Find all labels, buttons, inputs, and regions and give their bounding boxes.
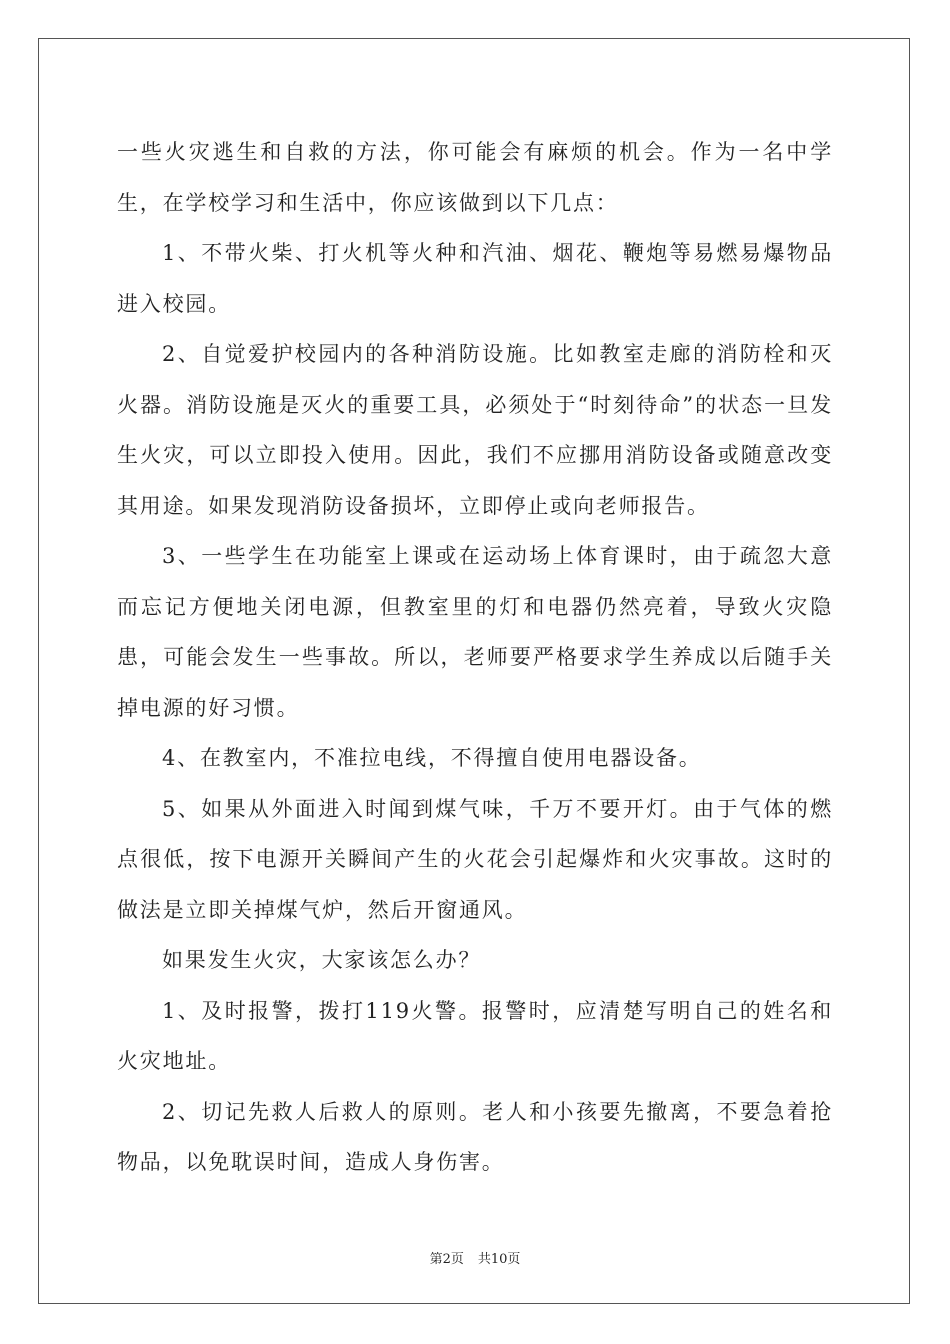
paragraph-2: 1、不带火柴、打火机等火种和汽油、烟花、鞭炮等易燃易爆物品进入校园。 [117,241,833,316]
paragraph-8: 1、及时报警，拨打119火警。报警时，应清楚写明自己的姓名和火灾地址。 [117,998,833,1073]
paragraph-5: 4、在教室内，不准拉电线，不得擅自使用电器设备。 [162,746,702,770]
paragraph-3: 2、自觉爱护校园内的各种消防设施。比如教室走廊的消防栓和灭火器。消防设施是灭火的重要工具，必须处于“时刻待命”的状态一旦发生火灾，可以立即投入使用。因此，我们不应挪用消防设备或随意改变其用途。如果发现消防设备损坏，立即停止或向老师报告。 [117,342,833,518]
document-body [117,127,833,1188]
paragraph-4: 3、一些学生在功能室上课或在运动场上体育课时，由于疏忽大意而忘记方便地关闭电源，但教室里的灯和电器仍然亮着，导致火灾隐患，可能会发生一些事故。所以，老师要严格要求学生养成以后随手关掉电源的好习惯。 [117,544,833,720]
paragraph-1: 一些火灾逃生和自救的方法，你可能会有麻烦的机会。作为一名中学生，在学校学习和生活中，你应该做到以下几点： [117,140,833,215]
page-number: 第2页 [429,1252,464,1267]
paragraph-7: 如果发生火灾，大家该怎么办？ [162,948,482,972]
page-footer [0,1248,950,1267]
paragraph-6: 5、如果从外面进入时闻到煤气味，千万不要开灯。由于气体的燃点很低，按下电源开关瞬间产生的火花会引起爆炸和火灾事故。这时的做法是立即关掉煤气炉，然后开窗通风。 [117,796,833,922]
page-total: 共10页 [477,1252,521,1267]
paragraph-9: 2、切记先救人后救人的原则。老人和小孩要先撤离，不要急着抢物品，以免耽误时间，造成人身伤害。 [117,1099,833,1174]
